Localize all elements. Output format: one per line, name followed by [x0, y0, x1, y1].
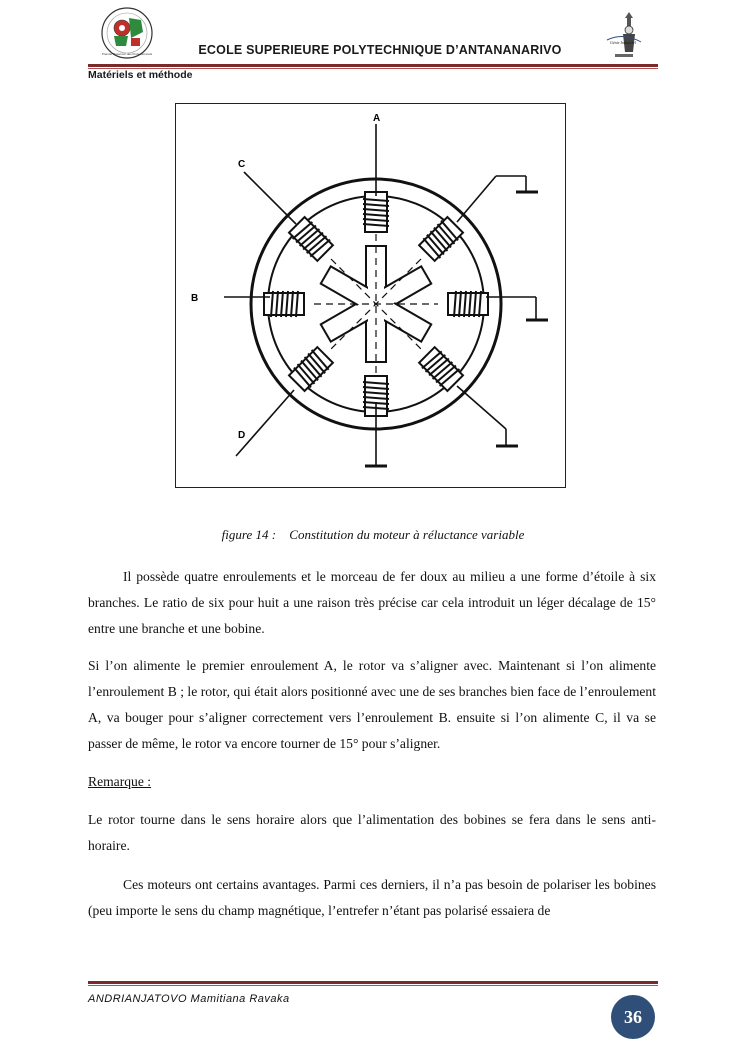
department-logo — [603, 8, 643, 64]
section-label: Matériels et méthode — [88, 69, 193, 81]
figure-frame — [175, 103, 566, 488]
figure-caption-number: figure 14 : — [221, 527, 277, 542]
department-logo-caption: Génie Industriel — [609, 40, 637, 45]
footer-rule — [88, 981, 658, 984]
motor-diagram — [176, 104, 565, 487]
label-c: C — [238, 159, 246, 170]
remark-heading — [88, 769, 656, 795]
figure-caption — [88, 527, 658, 543]
footer-rule-thin — [88, 985, 658, 986]
paragraph-2: Si l’on alimente le premier enroulement A, le rotor va s’aligner avec. Maintenant si l’on alimente l’enroulement B ; le rotor, qui était alors positionné avec une de ses branches bien face de l’enroulement A, va bouger pour s’aligner correctement vers l’enroulement B. ensuite si l’on alimente C, il va se passer de même, le rotor va encore tourner de 15° pour s’aligner. — [88, 658, 656, 751]
label-d: D — [238, 430, 246, 441]
school-title: ECOLE SUPERIEURE POLYTECHNIQUE D’ANTANANARIVO — [198, 43, 562, 57]
paragraph-3: Le rotor tourne dans le sens horaire alors que l’alimentation des bobines se fera dans le sens anti-horaire. — [88, 812, 656, 853]
figure-caption-text: Constitution du moteur à réluctance variable — [289, 527, 525, 542]
header-rule — [88, 64, 658, 67]
label-a: A — [373, 113, 381, 124]
paragraph-4: Ces moteurs ont certains avantages. Parmi ces derniers, il n’a pas besoin de polariser les bobines (peu importe le sens du champ magnétique, l’entrefer n’étant pas polarisé essaiera de — [88, 877, 656, 918]
paragraph-1: Il possède quatre enroulements et le morceau de fer doux au milieu a une forme d’étoile à six branches. Le ratio de six pour huit a une raison très précise car cela introduit un léger décalage de 15° entre une branche et une bobine. — [88, 569, 656, 636]
school-logo-caption: Premier Réservoir des Professionnels — [101, 52, 153, 56]
label-b: B — [191, 293, 199, 304]
page-number-badge: 36 — [611, 995, 655, 1039]
school-logo — [98, 6, 156, 62]
remark-heading-text: Remarque : — [88, 774, 152, 789]
author-name: ANDRIANJATOVO Mamitiana Ravaka — [88, 993, 290, 1005]
